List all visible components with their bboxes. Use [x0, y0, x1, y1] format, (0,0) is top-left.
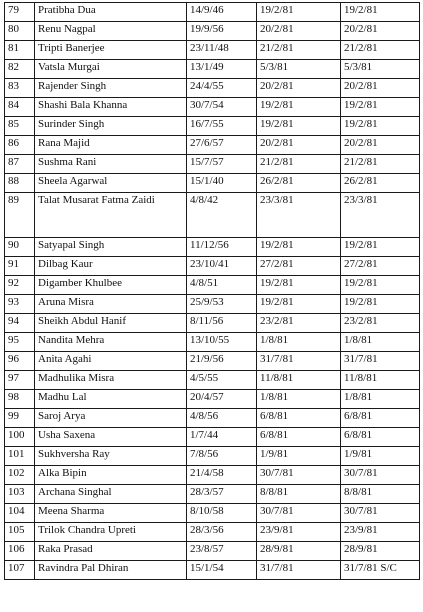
serial-number-cell: 84: [5, 98, 35, 117]
date-cell: 26/2/81: [341, 174, 420, 193]
date-cell: 31/7/81: [257, 352, 341, 371]
name-cell: Digamber Khulbee: [35, 276, 187, 295]
name-cell: Satyapal Singh: [35, 238, 187, 257]
date-cell: 19/2/81: [257, 117, 341, 136]
table-row: [5, 117, 420, 136]
name-cell: Trilok Chandra Upreti: [35, 523, 187, 542]
serial-number-cell: 106: [5, 542, 35, 561]
date-cell: 19/2/81: [341, 238, 420, 257]
serial-number-cell: 104: [5, 504, 35, 523]
birth-date-cell: 8/11/56: [187, 314, 257, 333]
table-row: [5, 447, 420, 466]
name-cell: Sheela Agarwal: [35, 174, 187, 193]
serial-number-cell: 101: [5, 447, 35, 466]
name-cell: Renu Nagpal: [35, 22, 187, 41]
name-cell: Saroj Arya: [35, 409, 187, 428]
serial-number-cell: 94: [5, 314, 35, 333]
table-row: [5, 504, 420, 523]
staff-table: [4, 2, 420, 580]
date-cell: 21/2/81: [341, 155, 420, 174]
serial-number-cell: 82: [5, 60, 35, 79]
birth-date-cell: 8/10/58: [187, 504, 257, 523]
table-row: [5, 409, 420, 428]
date-cell: 1/9/81: [257, 447, 341, 466]
date-cell: 20/2/81: [257, 79, 341, 98]
name-cell: Rajender Singh: [35, 79, 187, 98]
date-cell: 26/2/81: [257, 174, 341, 193]
name-cell: Usha Saxena: [35, 428, 187, 447]
serial-number-cell: 88: [5, 174, 35, 193]
serial-number-cell: 107: [5, 561, 35, 580]
date-cell: 1/8/81: [341, 333, 420, 352]
date-cell: 30/7/81: [341, 466, 420, 485]
date-cell: 6/8/81: [341, 409, 420, 428]
table-row: [5, 428, 420, 447]
name-cell: Vatsla Murgai: [35, 60, 187, 79]
date-cell: 23/2/81: [257, 314, 341, 333]
birth-date-cell: 30/7/54: [187, 98, 257, 117]
date-cell: 1/8/81: [341, 390, 420, 409]
serial-number-cell: 100: [5, 428, 35, 447]
birth-date-cell: 11/12/56: [187, 238, 257, 257]
date-cell: 28/9/81: [341, 542, 420, 561]
date-cell: 30/7/81: [341, 504, 420, 523]
table-row: [5, 352, 420, 371]
birth-date-cell: 4/5/55: [187, 371, 257, 390]
table-row: [5, 98, 420, 117]
date-cell: 1/8/81: [257, 333, 341, 352]
birth-date-cell: 13/10/55: [187, 333, 257, 352]
date-cell: 19/2/81: [341, 98, 420, 117]
name-cell: Pratibha Dua: [35, 3, 187, 22]
table-row: [5, 155, 420, 174]
serial-number-cell: 92: [5, 276, 35, 295]
date-cell: 20/2/81: [341, 79, 420, 98]
birth-date-cell: 16/7/55: [187, 117, 257, 136]
date-cell: 23/9/81: [341, 523, 420, 542]
name-cell: Meena Sharma: [35, 504, 187, 523]
name-cell: Ravindra Pal Dhiran: [35, 561, 187, 580]
birth-date-cell: 13/1/49: [187, 60, 257, 79]
date-cell: 20/2/81: [257, 136, 341, 155]
serial-number-cell: 105: [5, 523, 35, 542]
date-cell: 31/7/81: [341, 352, 420, 371]
date-cell: 23/3/81: [341, 193, 420, 238]
table-row: [5, 41, 420, 60]
birth-date-cell: 28/3/56: [187, 523, 257, 542]
date-cell: 30/7/81: [257, 466, 341, 485]
name-cell: Surinder Singh: [35, 117, 187, 136]
table-row: [5, 3, 420, 22]
birth-date-cell: 4/8/51: [187, 276, 257, 295]
name-cell: Tripti Banerjee: [35, 41, 187, 60]
serial-number-cell: 91: [5, 257, 35, 276]
name-cell: Dilbag Kaur: [35, 257, 187, 276]
birth-date-cell: 15/7/57: [187, 155, 257, 174]
table-row: [5, 136, 420, 155]
birth-date-cell: 24/4/55: [187, 79, 257, 98]
date-cell: 31/7/81: [257, 561, 341, 580]
date-cell: 5/3/81: [257, 60, 341, 79]
birth-date-cell: 21/4/58: [187, 466, 257, 485]
table-row: [5, 390, 420, 409]
date-cell: 19/2/81: [257, 276, 341, 295]
table-row: [5, 257, 420, 276]
date-cell: 27/2/81: [257, 257, 341, 276]
birth-date-cell: 19/9/56: [187, 22, 257, 41]
table-row: [5, 314, 420, 333]
serial-number-cell: 96: [5, 352, 35, 371]
table-row: [5, 333, 420, 352]
birth-date-cell: 23/11/48: [187, 41, 257, 60]
date-cell: 8/8/81: [341, 485, 420, 504]
birth-date-cell: 25/9/53: [187, 295, 257, 314]
date-cell: 20/2/81: [341, 22, 420, 41]
table-row: [5, 60, 420, 79]
table-row: [5, 276, 420, 295]
name-cell: Madhu Lal: [35, 390, 187, 409]
birth-date-cell: 14/9/46: [187, 3, 257, 22]
date-cell: 23/3/81: [257, 193, 341, 238]
table-row: [5, 561, 420, 580]
name-cell: Madhulika Misra: [35, 371, 187, 390]
serial-number-cell: 87: [5, 155, 35, 174]
table-row: [5, 193, 420, 238]
serial-number-cell: 97: [5, 371, 35, 390]
table-row: [5, 371, 420, 390]
birth-date-cell: 4/8/42: [187, 193, 257, 238]
date-cell: 21/2/81: [341, 41, 420, 60]
serial-number-cell: 102: [5, 466, 35, 485]
birth-date-cell: 15/1/54: [187, 561, 257, 580]
name-cell: Rana Majid: [35, 136, 187, 155]
date-cell: 20/2/81: [341, 136, 420, 155]
date-cell: 21/2/81: [257, 41, 341, 60]
birth-date-cell: 4/8/56: [187, 409, 257, 428]
name-cell: Sushma Rani: [35, 155, 187, 174]
date-cell: 6/8/81: [341, 428, 420, 447]
date-cell: 19/2/81: [341, 117, 420, 136]
serial-number-cell: 95: [5, 333, 35, 352]
date-cell: 1/8/81: [257, 390, 341, 409]
name-cell: Shashi Bala Khanna: [35, 98, 187, 117]
table-row: [5, 466, 420, 485]
birth-date-cell: 21/9/56: [187, 352, 257, 371]
date-cell: 20/2/81: [257, 22, 341, 41]
date-cell: 27/2/81: [341, 257, 420, 276]
birth-date-cell: 20/4/57: [187, 390, 257, 409]
birth-date-cell: 7/8/56: [187, 447, 257, 466]
table-row: [5, 542, 420, 561]
name-cell: Nandita Mehra: [35, 333, 187, 352]
date-cell: 1/9/81: [341, 447, 420, 466]
serial-number-cell: 83: [5, 79, 35, 98]
name-cell: Sukhversha Ray: [35, 447, 187, 466]
table-row: [5, 485, 420, 504]
name-cell: Talat Musarat Fatma Zaidi: [35, 193, 187, 238]
date-cell: 23/9/81: [257, 523, 341, 542]
serial-number-cell: 90: [5, 238, 35, 257]
date-cell: 19/2/81: [341, 295, 420, 314]
date-cell: 11/8/81: [257, 371, 341, 390]
name-cell: Archana Singhal: [35, 485, 187, 504]
date-cell: 8/8/81: [257, 485, 341, 504]
date-cell: 19/2/81: [341, 276, 420, 295]
date-cell: 11/8/81: [341, 371, 420, 390]
date-cell: 30/7/81: [257, 504, 341, 523]
date-cell: 19/2/81: [341, 3, 420, 22]
table-row: [5, 238, 420, 257]
date-cell: 6/8/81: [257, 409, 341, 428]
serial-number-cell: 103: [5, 485, 35, 504]
serial-number-cell: 98: [5, 390, 35, 409]
birth-date-cell: 23/10/41: [187, 257, 257, 276]
table-row: [5, 22, 420, 41]
date-cell: 31/7/81 S/C: [341, 561, 420, 580]
date-cell: 19/2/81: [257, 98, 341, 117]
serial-number-cell: 93: [5, 295, 35, 314]
name-cell: Aruna Misra: [35, 295, 187, 314]
serial-number-cell: 86: [5, 136, 35, 155]
staff-table-body: [5, 3, 420, 580]
table-row: [5, 79, 420, 98]
birth-date-cell: 15/1/40: [187, 174, 257, 193]
date-cell: 21/2/81: [257, 155, 341, 174]
date-cell: 23/2/81: [341, 314, 420, 333]
serial-number-cell: 79: [5, 3, 35, 22]
date-cell: 28/9/81: [257, 542, 341, 561]
date-cell: 6/8/81: [257, 428, 341, 447]
date-cell: 19/2/81: [257, 295, 341, 314]
table-row: [5, 523, 420, 542]
serial-number-cell: 85: [5, 117, 35, 136]
date-cell: 19/2/81: [257, 3, 341, 22]
name-cell: Anita Agahi: [35, 352, 187, 371]
table-row: [5, 174, 420, 193]
birth-date-cell: 27/6/57: [187, 136, 257, 155]
serial-number-cell: 89: [5, 193, 35, 238]
name-cell: Sheikh Abdul Hanif: [35, 314, 187, 333]
name-cell: Raka Prasad: [35, 542, 187, 561]
birth-date-cell: 23/8/57: [187, 542, 257, 561]
serial-number-cell: 80: [5, 22, 35, 41]
birth-date-cell: 28/3/57: [187, 485, 257, 504]
date-cell: 19/2/81: [257, 238, 341, 257]
serial-number-cell: 99: [5, 409, 35, 428]
serial-number-cell: 81: [5, 41, 35, 60]
date-cell: 5/3/81: [341, 60, 420, 79]
table-row: [5, 295, 420, 314]
birth-date-cell: 1/7/44: [187, 428, 257, 447]
name-cell: Alka Bipin: [35, 466, 187, 485]
